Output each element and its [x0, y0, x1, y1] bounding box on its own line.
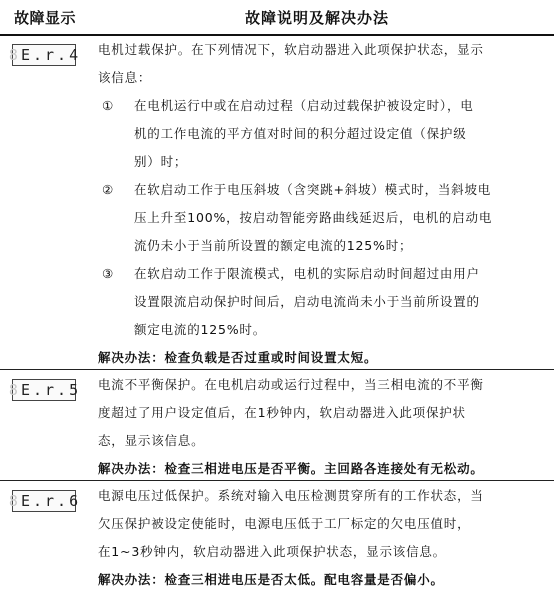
header-fault-display: 故障显示 — [13, 8, 76, 27]
segment-ghost-digit: 8 — [8, 492, 19, 510]
description-line: 电流不平衡保护。在电机启动或运行过程中，当三相电流的不平衡 — [98, 377, 484, 392]
fault-description-er6 — [98, 482, 540, 594]
row-divider — [0, 369, 554, 370]
list-number: ② — [102, 182, 115, 197]
segment-char: . — [57, 381, 68, 399]
fault-description-er4 — [98, 36, 540, 372]
description-line: 电源电压过低保护。系统对输入电压检测贯穿所有的工作状态，当 — [98, 488, 484, 503]
description-line: 该信息： — [98, 70, 152, 85]
fault-code-display-er4 — [8, 44, 80, 66]
description-line: 电机过载保护。在下列情况下，软启动器进入此项保护状态，显示 — [98, 42, 484, 57]
list-line: 设置限流启动保护时间后，启动电流尚未小于当前所设置的 — [134, 294, 480, 309]
description-line: 态，显示该信息。 — [98, 433, 205, 448]
description-line: 度超过了用户设定值后，在1秒钟内，软启动器进入此项保护状 — [98, 405, 466, 420]
list-number: ③ — [102, 266, 115, 281]
segment-char: r — [45, 492, 56, 510]
fault-row-er4 — [0, 36, 554, 369]
segment-char: . — [32, 381, 43, 399]
segment-ghost-digit: 8 — [8, 46, 19, 64]
list-line: 在电机运行中或在启动过程（启动过载保护被设定时），电 — [134, 98, 474, 113]
segment-char: . — [57, 46, 68, 64]
segment-char: E — [20, 492, 31, 510]
list-line: 别）时； — [134, 154, 188, 169]
segment-char: r — [45, 381, 56, 399]
segment-ghost-digit: 8 — [8, 381, 19, 399]
list-item — [98, 92, 540, 176]
segment-char: . — [32, 492, 43, 510]
description-line: 在1~3秒钟内，软启动器进入此项保护状态，显示该信息。 — [98, 544, 446, 559]
segment-char: 5 — [69, 381, 80, 399]
list-item — [98, 260, 540, 344]
segment-char: E — [20, 46, 31, 64]
fault-description-er5 — [98, 371, 540, 483]
solution-text: 解决办法：检查三相进电压是否平衡。主回路各连接处有无松动。 — [98, 461, 484, 476]
list-item — [98, 176, 540, 260]
fault-row-er5 — [0, 371, 554, 480]
segment-char: 6 — [69, 492, 80, 510]
description-line: 欠压保护被设定使能时，电源电压低于工厂标定的欠电压值时， — [98, 516, 471, 531]
segment-char: . — [32, 46, 43, 64]
list-line: 流仍未小于当前所设置的额定电流的125%时； — [134, 238, 413, 253]
fault-row-er6 — [0, 482, 554, 596]
fault-code-display-er6 — [8, 490, 80, 512]
solution-text: 解决办法：检查三相进电压是否太低。配电容量是否偏小。 — [98, 572, 444, 587]
list-line: 额定电流的125%时。 — [134, 322, 267, 337]
fault-code-display-er5 — [8, 379, 80, 401]
row-divider — [0, 480, 554, 481]
segment-char: E — [20, 381, 31, 399]
list-number: ① — [102, 98, 115, 113]
header-fault-description: 故障说明及解决办法 — [244, 8, 389, 27]
segment-char: 4 — [69, 46, 80, 64]
list-line: 压上升至100%，按启动智能旁路曲线延迟后，电机的启动电 — [134, 210, 493, 225]
list-line: 机的工作电流的平方值对时间的积分超过设定值（保护级 — [134, 126, 467, 141]
list-line: 在软启动工作于限流模式，电机的实际启动时间超过由用户 — [134, 266, 480, 281]
list-line: 在软启动工作于电压斜坡（含突跳+斜坡）模式时，当斜坡电 — [134, 182, 492, 197]
solution-text: 解决办法：检查负载是否过重或时间设置太短。 — [98, 350, 378, 365]
segment-char: r — [45, 46, 56, 64]
segment-char: . — [57, 492, 68, 510]
table-header — [0, 0, 554, 36]
